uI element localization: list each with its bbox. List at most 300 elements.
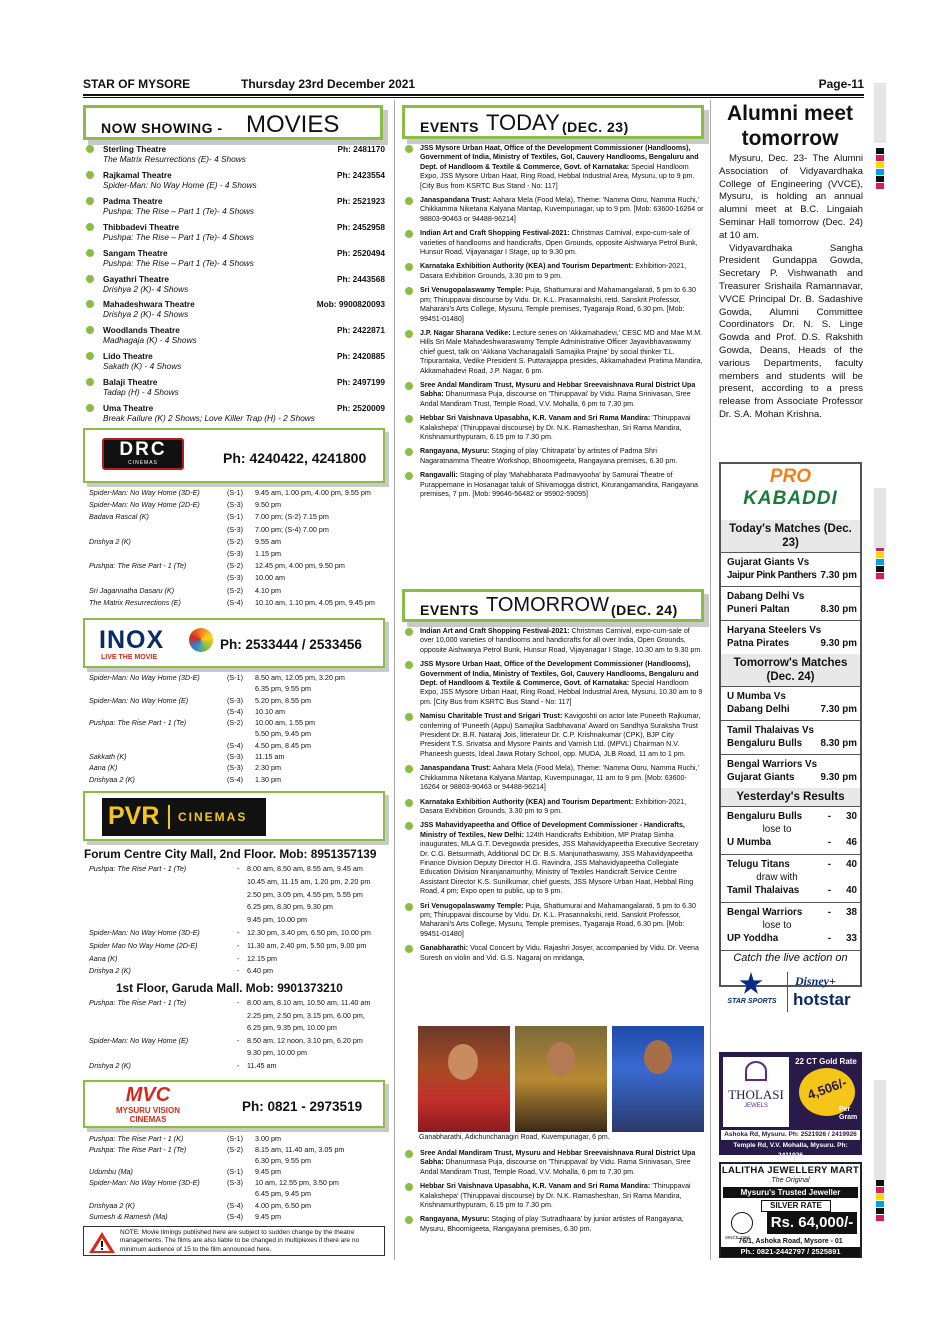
screen-number: (S-4) <box>227 1200 243 1210</box>
screen-number: (S-3) <box>227 524 243 534</box>
score-dash: - <box>827 907 831 918</box>
screen-number: - <box>237 1060 240 1070</box>
registration-swatch <box>876 573 884 579</box>
note-text: NOTE: Movie timings published here are subject to sudden change by the theatre managements. The films are also liable to be changed in multiplexes if there are no minimum audience of 15 to the film announced here. <box>120 1229 360 1253</box>
event-details: Puja, Shattumurai and Mahamangalarati, 5 pm to 6.30 pm; Thiruppavai discourse by Vidu. Dr. K.L. Prasannakshi, retd. Sanskrit Professor, Maharani's Arts College, Mysuru, Temple premises, Tyagaraja Road, 6.30 pm. [Mob: 99451-01480] <box>420 286 696 323</box>
film-title: Pushpa: The Rise Part - 1 (Te) <box>89 561 187 571</box>
film-title: Spider-Man: No Way Home (E) <box>89 1035 189 1045</box>
show-times: 8.50 am, 12 noon, 3.10 pm, 6.20 pm <box>247 1035 363 1045</box>
event-details: 124th Handicrafts Exhibition, MP Pratap Simha inaugurates, MLA G.T. Devegowda presides, JSS Mahavidyapeetha Executive Secretary Dr. C.G. Betsurmath, Additional DC Dr. B.S. Manjunathaswamy, JSS Mahavidyapeetha Finance Division Deputy Director H.G. Ravindra, JSS Mahavidyapeetha Collegiate Education Division Niranjanamurthy, Ministry of Textiles Handicraft Service Centre Assistant Director K.S. Sunilkumar, chief guests, JSS Mysore Urban Haat, Hebbal Ring Road, 4 pm; Expo open to public, up to 9 pm. <box>420 830 699 896</box>
score-dash: - <box>827 811 831 822</box>
film-title: Spider-Man: No Way Home (E) <box>89 695 189 705</box>
screen-number: - <box>237 927 240 937</box>
showtime-row <box>89 1211 385 1222</box>
team-away: Puneri Paltan <box>727 604 790 615</box>
bullet-icon <box>405 713 413 721</box>
result-score-1: 40 <box>846 859 857 870</box>
theatre-listing <box>89 196 385 220</box>
theatre-name: Gayathri Theatre <box>103 273 169 284</box>
team-home: Haryana Steelers Vs <box>727 625 822 636</box>
show-times: 2.30 pm <box>255 763 281 773</box>
event-item <box>404 821 704 896</box>
tholasi-logo-panel <box>723 1057 789 1127</box>
drc-box <box>83 428 385 483</box>
alumni-para-2: Vidyavardhaka Sangha President Gundappa Gowda, Secretary P. Vishwanath and Treasurer Srishaila Ramannavar, VVCE Principal Dr. B. Sadashive Gowda, Alumni Committee Coordinators Dr. N. S. Linge Gowda and Prof. D.S. Rakshith Gowda, Deans, Heads of the various Departments, faculty members and students will be present, according to a press release from Associate Professor Dr. S.A. Mohan Krishna. <box>719 242 863 420</box>
bullet-icon <box>86 223 94 231</box>
show-times: 7.00 pm; (S-2) 7.15 pm <box>255 512 329 522</box>
page-header <box>83 77 864 93</box>
event-details: Exhibition-2021, Dasara Exhibition Grounds, 3.30 pm to 9 pm. <box>420 262 687 280</box>
team-away: Gujarat Giants <box>727 772 795 783</box>
event-item <box>404 1149 704 1177</box>
lalitha-address: 76/1, Ashoka Road, Mysore - 01 <box>738 1238 843 1245</box>
team-home: Bengal Warriors Vs <box>727 759 818 770</box>
alumni-para-1: Mysuru, Dec. 23- The Alumni Association of Vidyavardhaka College of Engineering (VVCE), Mysuru, is holding an annual alumni meet at B.C. Lingaiah Seminar Hall tomorrow (Dec. 24) at 10 am. <box>719 153 863 241</box>
theatre-phone: Ph: 2520009 <box>337 403 385 413</box>
score-dash: - <box>827 837 831 848</box>
event-item <box>404 329 704 376</box>
showtime-row <box>89 717 385 728</box>
team-home: Dabang Delhi Vs <box>727 591 805 602</box>
mridanga-player-face <box>644 1040 672 1074</box>
screen-number: (S-1) <box>227 673 243 682</box>
match-time: 8.30 pm <box>820 738 857 749</box>
film-title: Drishyaa 2 (K) <box>89 774 135 784</box>
match-item <box>727 590 857 618</box>
theatre-films: Tadap (H) - 4 Shows <box>103 387 179 398</box>
events-tomorrow-heading <box>402 589 704 622</box>
column-divider-2 <box>710 100 711 1260</box>
bullet-icon <box>405 382 413 390</box>
film-title: Udumbu (Ma) <box>89 1167 133 1177</box>
now-showing-title: MOVIES <box>246 111 340 138</box>
team-home: Tamil Thalaivas Vs <box>727 725 814 736</box>
show-times: 6.40 pm <box>247 966 273 976</box>
result-team-2: Tamil Thalaivas <box>727 885 800 896</box>
registration-swatch <box>876 169 884 175</box>
pvr-venue-2: 1st Floor, Garuda Mall. Mob: 9901373210 <box>116 981 343 995</box>
theatre-name: Thibbadevi Theatre <box>103 221 180 232</box>
showtime-row <box>89 965 385 978</box>
film-title: Sakkath (K) <box>89 752 127 762</box>
theatre-name: Rajkamal Theatre <box>103 169 172 180</box>
result-team-2: UP Yoddha <box>727 933 779 944</box>
film-title: Drishya 2 (K) <box>89 1060 131 1070</box>
event-details: Lecture series on 'Akkamahadevi,' CESC MD and Mae M.M. Hills Sri Male Mahadeshwaraswamy Temple Administrative Officer Jayavibhavaswamy chief guest, talk on 'Akkana Vachanagalalli Samajika Prajne' by social thinker T.L. Tripurantaka, Vedike President S. Puttarajappa presides, Akkamahadevi Pratima Mandira, Akkamahadevi Road, J.P. Nagar, 6 pm. <box>420 328 703 375</box>
event-details: Dhanurmasa Puja, discourse on 'Thiruppavai' by Vidu. Rama Srinivasan, Sree Andal Mandiram Trust, Temple Road, V.V. Mohalla, 6 pm to 7.30 pm. <box>420 390 691 408</box>
theatre-films: Break Failure (K) 2 Shows; Love Killer Trap (H) - 2 Shows <box>103 413 315 423</box>
screen-number: (S-2) <box>227 718 243 728</box>
event-item <box>404 627 704 655</box>
theatre-phone: Ph: 2420885 <box>337 351 385 362</box>
team-away-row <box>727 703 857 716</box>
divider <box>721 620 860 621</box>
event-details: Kavigoshti on actor late Puneeth Rajkumar, conferring of 'Puneeth (Appu) Samajika Sadbhavana' Award on Sandhya Suraksha Trust President Dr. B.R. Nataraj Jois, litterateur Dr. C.P. Krishnakumar (CPK), BJP City President T.S. Srivatsa and Mysore Paints and Varnish Ltd. (MPVL) Chairman N.V. Phaneesh guests, Ideal Jawa Rotary School, opp. MUDA, JLB Road, 11 am to 1 pm. <box>420 712 701 758</box>
showtime-row <box>89 585 385 597</box>
show-times: 12.30 pm, 3.40 pm, 6.50 pm, 10.00 pm <box>247 927 371 937</box>
star-icon <box>739 972 763 996</box>
kabaddi-logo-pro: PRO <box>769 466 812 487</box>
show-times: 4.10 pm <box>255 585 281 595</box>
mvc-logo-sub: MYSURU VISION CINEMAS <box>115 1106 180 1124</box>
bullet-icon <box>405 1183 413 1191</box>
hotstar-label: hotstar <box>793 990 851 1009</box>
event-details: Staging of play 'Chitrapata' by artistes of Padma Shri Nagaratnamma Theatre Workshop, Bhoomigeeta, Rangayana premises, 6.30 pm. <box>420 447 678 465</box>
drc-showtimes <box>89 487 385 609</box>
result-item <box>727 858 857 900</box>
event-details: Staging of play 'Sutradhaara' by junior artistes of Rangayana, Mysuru, Bhoomigeeta, Rangayana premises, 6.30 pm. <box>420 1215 684 1233</box>
kabaddi-section-heading: Tomorrow's Matches (Dec. 24) <box>721 654 860 686</box>
result-outcome: lose to <box>762 920 792 931</box>
events-tomorrow-date: (DEC. 24) <box>611 602 678 618</box>
match-item <box>727 724 857 752</box>
event-details: Christmas Carnival, expo-cum-sale of varieties of handlooms and handicrafts, Open Grounds, opposite Aishwarya Petrol Bunk, Hunsur Road, Vijayanagar I Stage, up to 9.30 pm. <box>420 229 698 257</box>
result-team-2-row <box>727 932 857 945</box>
now-showing-prefix: NOW SHOWING - <box>101 120 223 136</box>
screen-number: (S-1) <box>227 512 243 522</box>
screen-number: (S-4) <box>227 774 243 784</box>
show-times: 9.30 pm, 10.00 pm <box>247 1048 307 1058</box>
show-times: 10.10 am <box>255 706 285 716</box>
logo-divider <box>787 972 788 1012</box>
bullet-icon <box>405 263 413 271</box>
events-tomorrow-list <box>404 627 704 968</box>
bullet-icon <box>405 287 413 295</box>
theatre-name: Woodlands Theatre <box>103 325 180 336</box>
mridanga-player-photo <box>612 1026 704 1132</box>
divider <box>721 720 860 721</box>
mvc-logo <box>99 1084 197 1126</box>
result-score-2: 46 <box>846 837 857 848</box>
showtime-row <box>89 953 385 966</box>
screen-number: (S-2) <box>227 536 243 546</box>
film-title: Sumesh & Ramesh (Ma) <box>89 1211 168 1221</box>
bullet-icon <box>405 628 413 636</box>
theatre-name: Lido Theatre <box>103 351 153 362</box>
event-details: Vocal Concert by Vidu. Rajashri Josyer, accompanied by Vidu. Dr. Veena Suresh on violin and Vid. G.S. Nagaraj on mridanga, <box>420 944 699 962</box>
event-item <box>404 944 704 963</box>
photo-caption: Ganabharathi, Adichunchanagiri Road, Kuvempunagar, 6 pm. <box>419 1134 610 1141</box>
registration-swatch <box>876 566 884 572</box>
film-title: Spider Man No Way Home (2D-E) <box>89 940 198 950</box>
events-today-prefix: EVENTS <box>420 119 480 135</box>
team-away-row <box>727 771 857 784</box>
gold-rate-badge: 22 CT Gold Rate <box>795 1057 857 1066</box>
show-times: 4.00 pm, 6.50 pm <box>255 1200 311 1210</box>
theatre-listing <box>89 144 385 168</box>
result-item <box>727 906 857 948</box>
tholasi-address-2: Temple Rd, V.V. Mohalla, Mysuru. Ph: 2411926 <box>733 1142 848 1159</box>
bullet-icon <box>405 1150 413 1158</box>
bullet-icon <box>405 230 413 238</box>
showtime-row <box>89 487 385 499</box>
theatre-phone: Ph: 2422871 <box>337 325 385 336</box>
lalitha-trusted: Mysuru's Trusted Jeweller <box>723 1187 858 1198</box>
event-organiser: Karnataka Exhibition Authority (KEA) and Tourism Department: <box>420 262 634 271</box>
theatre-films: Drishya 2 (K)- 4 Shows <box>103 309 189 320</box>
registration-swatch <box>876 155 884 161</box>
show-times: 11.15 am <box>255 752 285 762</box>
registration-swatch <box>876 162 884 168</box>
registration-swatch <box>876 1201 884 1207</box>
show-times: 10.00 am, 1.55 pm <box>255 718 315 728</box>
event-details: Aahara Mela (Food Mela), Theme: 'Namma Ooru, Namma Ruchi,' Chikkamma Niketana Kalyana Mantap, Kuvempunagar, up to 9 pm. [Mob: 63600-16264 or 98803-90463 or 94488-96214] <box>420 196 704 223</box>
event-item <box>404 660 704 707</box>
divider <box>721 686 860 687</box>
film-title: Pushpa: The Rise Part - 1 (Te) <box>89 998 187 1007</box>
showtime-row <box>89 927 385 940</box>
theatre-name: Uma Theatre <box>103 403 154 413</box>
event-organiser: Namisu Charitable Trust and Srigari Trust: <box>420 712 563 721</box>
film-title: Drishya 2 (K) <box>89 966 131 976</box>
show-times: 6.25 pm, 8.30 pm, 9.30 pm <box>247 902 333 912</box>
divider <box>721 950 860 951</box>
show-times: 8.00 am, 8.10 am, 10.50 am, 11.40 am <box>247 998 371 1007</box>
show-times: 10.10 am, 1.10 pm, 4.05 pm, 9.45 pm <box>255 597 375 607</box>
divider <box>721 806 860 807</box>
showtime-row <box>89 1200 385 1211</box>
alumni-headline: Alumni meet tomorrow <box>726 102 854 150</box>
event-item <box>404 764 704 792</box>
tholasi-emblem-icon <box>745 1061 767 1081</box>
showtime-row <box>89 1144 385 1155</box>
screen-number: - <box>237 940 240 950</box>
film-title: Spider-Man: No Way Home (3D-E) <box>89 927 200 937</box>
result-team-1: Bengal Warriors <box>727 907 803 918</box>
result-team-1-row <box>727 858 857 871</box>
theatre-listing <box>89 299 385 323</box>
bullet-icon <box>405 661 413 669</box>
show-times: 9.45 pm, 10.00 pm <box>247 915 307 925</box>
event-item <box>404 1182 704 1210</box>
film-title: Spider-Man: No Way Home (3D-E) <box>89 1178 200 1188</box>
showtime-row <box>89 863 385 876</box>
showtime-row <box>89 672 385 683</box>
match-item <box>727 690 857 718</box>
match-time: 8.30 pm <box>820 604 857 615</box>
showtime-row <box>89 1188 385 1199</box>
event-item <box>404 798 704 817</box>
event-organiser: Hebbar Sri Vaishnava Upasabha, K.R. Vanam and Sri Rama Mandira: <box>420 414 651 423</box>
showtime-row <box>89 1047 385 1060</box>
bullet-icon <box>86 300 94 308</box>
result-score-1: 30 <box>846 811 857 822</box>
event-item <box>404 262 704 281</box>
showtime-row <box>89 1133 385 1144</box>
match-time: 9.30 pm <box>820 772 857 783</box>
theatre-films: Sakath (K) - 4 Shows <box>103 361 182 372</box>
film-title: Drishya 2 (K) <box>89 536 131 546</box>
lalitha-ad <box>719 1162 862 1258</box>
bullet-icon <box>405 197 413 205</box>
screen-number: (S-2) <box>227 585 243 595</box>
header-rule-thin <box>83 97 864 98</box>
show-times: 8.50 am, 12.05 pm, 3.20 pm <box>255 673 345 682</box>
theatre-listing <box>89 274 385 298</box>
showtime-row <box>89 706 385 717</box>
registration-swatch <box>876 148 884 154</box>
star-sports-label: STAR SPORTS <box>727 998 777 1005</box>
theatre-listing <box>89 403 385 427</box>
kabaddi-logo-kabaddi: KABADDI <box>743 488 838 509</box>
film-title: Pushpa: The Rise Part - 1 (Te) <box>89 718 187 728</box>
match-item <box>727 758 857 786</box>
inox-showtimes <box>89 672 385 785</box>
registration-swatch <box>876 183 884 189</box>
bullet-icon <box>86 275 94 283</box>
showtime-row <box>89 560 385 572</box>
show-times: 12.45 pm, 4.00 pm, 9.50 pm <box>255 561 345 571</box>
event-item <box>404 712 704 759</box>
pvr-logo-sub: CINEMAS <box>178 810 248 824</box>
show-times: 9.50 pm <box>255 500 281 510</box>
screen-number: (S-4) <box>227 740 243 750</box>
event-details: Aahara Mela (Food Mela), Theme: 'Namma Ooru, Namma Ruchi,' Chikkamma Niketana Kalyana Mantap, Kuvempunagar, 11 am to 9 pm. [Mob: 63600-16264 or 98803-90463 or 94488-96214] <box>420 764 699 792</box>
result-team-2: U Mumba <box>727 837 772 848</box>
pvr-divider <box>168 805 170 829</box>
team-home: U Mumba Vs <box>727 691 786 702</box>
screen-number: (S-1) <box>227 1167 243 1177</box>
bullet-icon <box>86 249 94 257</box>
warning-icon <box>88 1230 116 1254</box>
margin-strip-top <box>874 83 886 143</box>
team-away-row <box>727 737 857 750</box>
show-times: 9.45 pm <box>255 1167 281 1177</box>
theatre-films: The Matrix Resurrections (E)- 4 Shows <box>103 154 246 164</box>
theatre-films: Spider-Man: No Way Home (E) - 4 Shows <box>103 179 257 190</box>
event-organiser: Rangayana, Mysuru: <box>420 1215 490 1224</box>
events-today-title: TODAY <box>486 110 560 135</box>
events-today-heading <box>402 105 704 139</box>
event-item <box>404 286 704 324</box>
bullet-icon <box>86 171 94 179</box>
bullet-icon <box>405 448 413 456</box>
lalitha-original: The Original <box>771 1177 810 1184</box>
theatre-films: Pushpa: The Rise – Part 1 (Te)- 4 Shows <box>103 231 254 242</box>
lalitha-emblem-icon <box>731 1212 753 1234</box>
show-times: 11.45 am <box>247 1060 277 1070</box>
show-times: 9.45 am, 1.00 pm, 4.00 pm, 9.55 pm <box>255 488 371 497</box>
registration-swatch <box>876 176 884 182</box>
film-title: Pushpa: The Rise Part - 1 (Te) <box>89 1145 187 1155</box>
gold-rate-per: Per Gram <box>839 1106 858 1121</box>
inox-logo-text: INOX <box>99 626 165 654</box>
mvc-phone: Ph: 0821 - 2973519 <box>242 1099 363 1114</box>
kabaddi-section-heading: Yesterday's Results <box>721 788 860 806</box>
event-item <box>404 196 704 224</box>
pvr-logo-text: PVR <box>108 802 160 830</box>
pvr-showtimes-2 <box>89 997 385 1073</box>
screen-number: (S-2) <box>227 561 243 571</box>
event-item <box>404 471 704 499</box>
event-organiser: Sree Andal Mandiram Trust, Mysuru and Hebbar Sreevaishnava Rural District Upa Sabha: <box>420 380 696 399</box>
registration-swatch <box>876 1215 884 1221</box>
violinist-photo <box>515 1026 607 1132</box>
result-score-2: 40 <box>846 885 857 896</box>
event-organiser: Ganabharathi: <box>420 944 469 953</box>
pvr-box <box>83 791 385 841</box>
alumni-story <box>719 153 863 422</box>
inox-logo <box>99 626 217 664</box>
theatre-films: Pushpa: The Rise – Part 1 (Te)- 4 Shows <box>103 257 254 268</box>
drc-logo <box>102 438 184 470</box>
singer-photo <box>418 1026 510 1132</box>
showtime-row <box>89 524 385 536</box>
team-away: Patna Pirates <box>727 638 790 649</box>
showtime-row <box>89 762 385 773</box>
score-dash: - <box>827 859 831 870</box>
event-organiser: Sri Venugopalaswamy Temple: <box>420 286 524 295</box>
show-times: 9.45 pm <box>255 1211 281 1221</box>
inox-phone: Ph: 2533444 / 2533456 <box>220 637 362 652</box>
note-box <box>83 1226 385 1256</box>
event-organiser: Sree Andal Mandiram Trust, Mysuru and Hebbar Sreevaishnava Rural District Upa Sabha: <box>420 1149 696 1167</box>
registration-swatch <box>876 1180 884 1186</box>
bullet-icon <box>405 799 413 807</box>
show-times: 6.25 pm, 9.35 pm, 10.00 pm <box>247 1023 337 1033</box>
header-rule <box>83 94 864 96</box>
showtime-row <box>89 1166 385 1177</box>
theatre-listing <box>89 351 385 375</box>
show-times: 4.50 pm, 8.45 pm <box>255 740 311 750</box>
result-team-1-row <box>727 810 857 823</box>
event-organiser: J.P. Nagar Sharana Vedike: <box>420 328 511 337</box>
show-times: 3.00 pm <box>255 1134 281 1143</box>
event-item <box>404 414 704 442</box>
disney-label: Disney+ <box>795 974 836 988</box>
theatre-name: Padma Theatre <box>103 195 163 206</box>
event-organiser: Hebbar Sri Vaishnava Upasabha, K.R. Vanam and Sri Rama Mandira: <box>420 1182 651 1191</box>
events-tomorrow-list-2 <box>404 1149 704 1239</box>
showtime-row <box>89 572 385 584</box>
showtime-row <box>89 774 385 785</box>
catch-live-text: Catch the live action on <box>733 952 848 964</box>
event-item <box>404 381 704 409</box>
showtime-row <box>89 536 385 548</box>
margin-strip-bottom <box>874 1080 886 1180</box>
tholasi-address-1: Ashoka Rd, Mysuru. Ph: 2521926 / 2419926 <box>721 1130 860 1140</box>
registration-swatch <box>876 1208 884 1214</box>
bullet-icon <box>405 330 413 338</box>
registration-swatch <box>876 1194 884 1200</box>
screen-number: (S-3) <box>227 1178 243 1188</box>
theatre-listing <box>89 377 385 401</box>
event-item <box>404 447 704 466</box>
event-organiser: Indian Art and Craft Shopping Festival-2021: <box>420 229 570 238</box>
tholasi-ad <box>719 1052 862 1159</box>
registration-swatch <box>876 1187 884 1193</box>
events-today-list <box>404 144 704 504</box>
bullet-icon <box>405 903 413 911</box>
screen-number: - <box>237 966 240 976</box>
tholasi-name: THOLASI <box>728 1087 784 1102</box>
event-details: Special Handloom Expo, JSS Mysore Urban Haat, Ring Road, Hebbal Industrial Area, Mysuru, up to 9 pm. [City Bus from KSRTC Bus Stand - No: 117] <box>420 162 695 190</box>
theatre-listing <box>89 222 385 246</box>
theatre-phone: Ph: 2452958 <box>337 221 385 232</box>
match-time: 7.30 pm <box>820 570 857 581</box>
mvc-logo-text: MVC <box>125 1084 171 1106</box>
singer-face <box>448 1044 478 1080</box>
theatre-listing <box>89 170 385 194</box>
result-team-1-row <box>727 906 857 919</box>
mvc-box <box>83 1080 385 1128</box>
event-organiser: Indian Art and Craft Shopping Festival-2021: <box>420 627 570 635</box>
screen-number: (S-1) <box>227 1134 243 1143</box>
now-showing-heading <box>83 105 383 140</box>
score-dash: - <box>827 933 831 944</box>
showtime-row <box>89 901 385 914</box>
event-details: Exhibition-2021, Dasara Exhibition Grounds, 3.30 pm to 9 pm. <box>420 797 687 815</box>
